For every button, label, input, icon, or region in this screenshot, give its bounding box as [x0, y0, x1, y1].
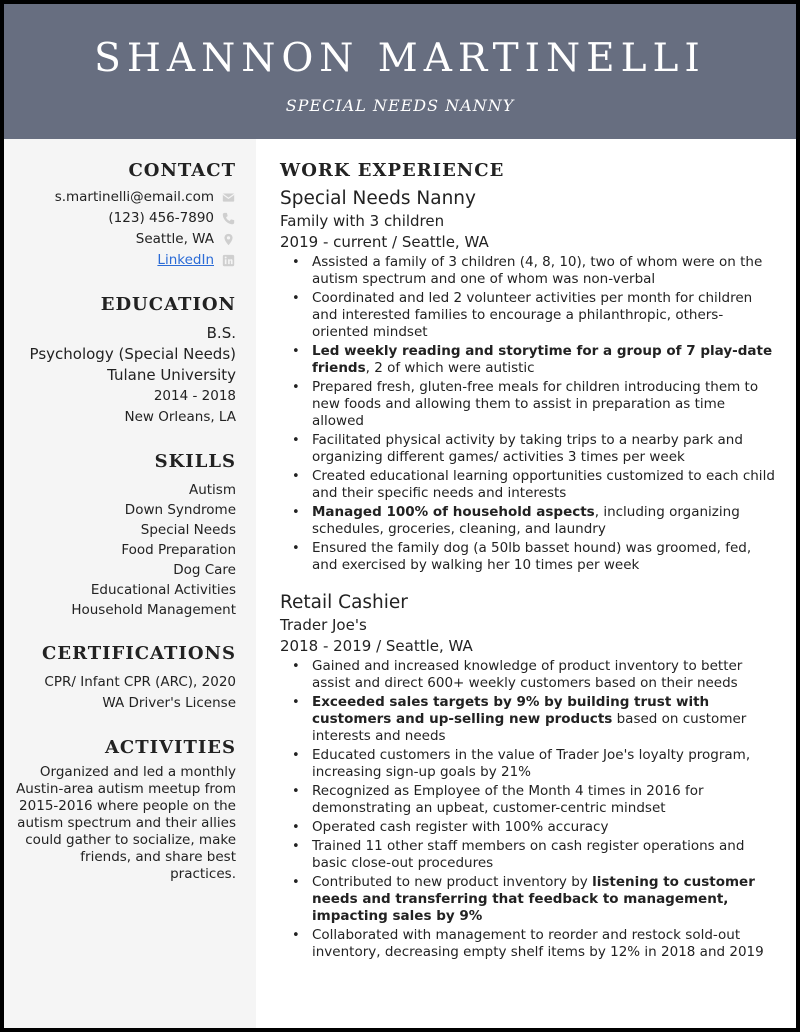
certification-item: WA Driver's License	[102, 695, 236, 711]
job-bullets	[280, 658, 780, 961]
education-location: New Orleans, LA	[124, 409, 236, 425]
job-entry	[280, 590, 780, 961]
certification-item: CPR/ Infant CPR (ARC), 2020	[44, 674, 236, 690]
skills-section	[14, 450, 236, 620]
bullet-item: • Exceeded sales targets by 9% by building trust with customers and up-selling new products based on customer interests and needs	[280, 694, 780, 745]
bullet-item: • Educated customers in the value of Trader Joe's loyalty program, increasing sign-up goals by 21%	[280, 747, 780, 781]
education-school: Tulane University	[107, 366, 236, 384]
skill-item: Special Needs	[140, 522, 236, 538]
contact-email[interactable]: s.martinelli@email.com	[54, 189, 214, 205]
education-heading: EDUCATION	[100, 294, 236, 315]
contact-location-row	[14, 229, 236, 250]
skill-item: Household Management	[71, 602, 236, 618]
bullet-item: • Operated cash register with 100% accuracy	[280, 819, 780, 836]
bullet-item: • Prepared fresh, gluten-free meals for children introducing them to new foods and allowing them to assist in preparation as time allowed	[280, 379, 780, 430]
phone-icon	[220, 212, 236, 225]
bullet-item: • Coordinated and led 2 volunteer activities per month for children and interested families to encourage a philanthropic, others-oriented mindset	[280, 290, 780, 341]
activities-heading: ACTIVITIES	[104, 737, 236, 758]
certifications-heading: CERTIFICATIONS	[42, 643, 236, 664]
job-dates: 2018 - 2019 / Seattle, WA	[280, 637, 473, 655]
job-title: Special Needs Nanny	[280, 188, 476, 209]
sidebar	[4, 139, 256, 1032]
bullet-item: • Assisted a family of 3 children (4, 8, 10), two of whom were on the autism spectrum and one of whom was non-verbal	[280, 254, 780, 288]
bullet-item: • Collaborated with management to reorder and restock sold-out inventory, decreasing empty shelf items by 12% in 2018 and 2019	[280, 927, 780, 961]
activities-section	[14, 736, 236, 883]
envelope-icon	[220, 191, 236, 204]
bullet-item: • Created educational learning opportunities customized to each child and their specific needs and interests	[280, 468, 780, 502]
candidate-title: SPECIAL NEEDS NANNY	[285, 96, 515, 115]
education-major: Psychology (Special Needs)	[29, 345, 236, 363]
skill-item: Food Preparation	[121, 542, 236, 558]
linkedin-icon	[220, 254, 236, 267]
header-banner	[4, 4, 796, 139]
location-pin-icon	[220, 233, 236, 246]
contact-section	[14, 159, 236, 271]
job-entry	[280, 186, 780, 574]
contact-phone-row	[14, 208, 236, 229]
job-title: Retail Cashier	[280, 592, 408, 613]
bullet-item: • Led weekly reading and storytime for a group of 7 play-date friends, 2 of which were autistic	[280, 343, 780, 377]
bullet-item: • Ensured the family dog (a 50lb basset hound) was groomed, fed, and exercised by walking her 10 times per week	[280, 540, 780, 574]
experience-heading: WORK EXPERIENCE	[280, 160, 505, 181]
linkedin-link[interactable]: LinkedIn	[157, 252, 214, 268]
skill-item: Educational Activities	[90, 582, 236, 598]
contact-linkedin-row	[14, 250, 236, 271]
certifications-section	[14, 642, 236, 714]
candidate-name: SHANNON MARTINELLI	[94, 36, 706, 81]
job-bullets	[280, 254, 780, 574]
contact-location: Seattle, WA	[135, 231, 214, 247]
skill-item: Down Syndrome	[124, 502, 236, 518]
bullet-item: • Facilitated physical activity by taking trips to a nearby park and organizing different games/ activities 3 times per week	[280, 432, 780, 466]
bullet-item: • Gained and increased knowledge of product inventory to better assist and direct 600+ weekly customers based on their needs	[280, 658, 780, 692]
skills-heading: SKILLS	[154, 451, 236, 472]
education-section	[14, 293, 236, 428]
main-content	[256, 139, 796, 963]
contact-phone: (123) 456-7890	[108, 210, 214, 226]
education-years: 2014 - 2018	[153, 388, 236, 404]
activities-text: Organized and led a monthly Austin-area autism meetup from 2015-2016 where people on the autism spectrum and their allies could gather to socialize, make friends, and share best practices.	[16, 764, 236, 882]
skill-item: Autism	[188, 482, 236, 498]
bullet-item: • Trained 11 other staff members on cash register operations and basic close-out procedures	[280, 838, 780, 872]
contact-email-row	[14, 187, 236, 208]
contact-heading: CONTACT	[128, 160, 236, 181]
job-dates: 2019 - current / Seattle, WA	[280, 233, 489, 251]
bullet-item: • Managed 100% of household aspects, including organizing schedules, groceries, cleaning, and laundry	[280, 504, 780, 538]
job-company: Trader Joe's	[280, 616, 367, 634]
education-degree: B.S.	[206, 324, 236, 342]
bullet-item: • Contributed to new product inventory by listening to customer needs and transferring that feedback to management, impacting sales by 9%	[280, 874, 780, 925]
skill-item: Dog Care	[173, 562, 236, 578]
bullet-item: • Recognized as Employee of the Month 4 times in 2016 for demonstrating an upbeat, customer-centric mindset	[280, 783, 780, 817]
job-company: Family with 3 children	[280, 212, 445, 230]
